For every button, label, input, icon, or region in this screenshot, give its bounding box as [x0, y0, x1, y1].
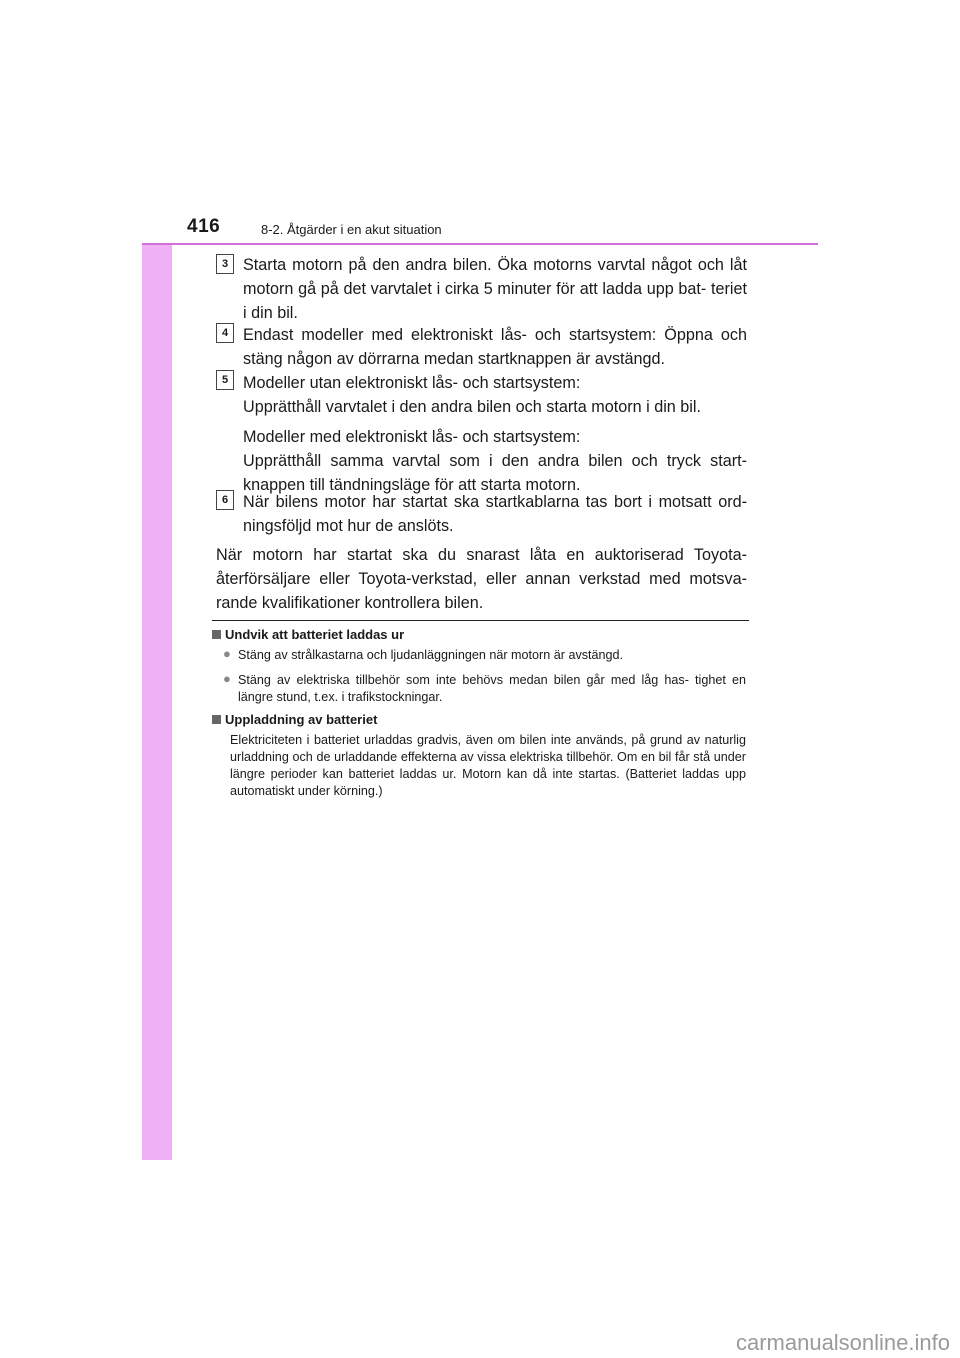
step-5-paragraph-4: Upprätthåll samma varvtal som i den andra bilen och tryck start- knappen till tändningsläge för att starta motorn. — [243, 452, 747, 494]
closing-paragraph: När motorn har startat ska du snarast låta en auktoriserad Toyota- återförsäljare eller Toyota-verkstad, eller annan verkstad med motsva- rande kvalifikationer kontrollera bilen. — [216, 546, 747, 612]
circle-bullet-icon: ● — [223, 646, 231, 661]
page-number: 416 — [187, 216, 221, 237]
note-heading-1-label: Undvik att batteriet laddas ur — [225, 627, 405, 642]
step-5-text — [243, 371, 747, 497]
section-title: 8-2. Åtgärder i en akut situation — [261, 222, 442, 237]
step-3-paragraph: Starta motorn på den andra bilen. Öka motorns varvtal något och låt motorn gå på det varvtalet i cirka 5 minuter för att ladda upp bat- teriet i din bil. — [243, 256, 747, 322]
step-number-6: 6 — [216, 490, 234, 510]
step-4-text — [243, 323, 747, 371]
note-heading-2 — [212, 712, 377, 727]
square-bullet-icon — [212, 715, 221, 724]
step-6-paragraph: När bilens motor har startat ska startkablarna tas bort i motsatt ord- ningsföljd mot hur de anslöts. — [243, 493, 747, 535]
step-3-text — [243, 253, 747, 325]
note-1-bullet-2: Stäng av elektriska tillbehör som inte behövs medan bilen går med låg has- tighet en längre stund, t.ex. i trafikstockningar. — [238, 673, 746, 704]
side-color-band — [142, 196, 172, 1160]
note-heading-1 — [212, 627, 404, 642]
square-bullet-icon — [212, 630, 221, 639]
step-5-paragraph-1: Modeller utan elektroniskt lås- och startsystem: — [243, 374, 581, 392]
step-6-text — [243, 490, 747, 538]
step-4-paragraph: Endast modeller med elektroniskt lås- och startsystem: Öppna och stäng någon av dörrarna medan startknappen är avstängd. — [243, 326, 747, 368]
note-heading-2-label: Uppladdning av batteriet — [225, 712, 378, 727]
header-divider — [142, 243, 818, 245]
step-5-paragraph-3: Modeller med elektroniskt lås- och startsystem: — [243, 428, 581, 446]
step-number-3: 3 — [216, 254, 234, 274]
note-2-paragraph: Elektriciteten i batteriet urladdas gradvis, även om bilen inte används, på grund av naturlig urladdning och de urladdande effekterna av vissa elektriska tillbehör. Om en bil får stå under längre perioder kan batteriet laddas ur. Motorn kan då inte startas. (Batteriet laddas upp automatiskt under körning.) — [230, 733, 746, 798]
note-1-bullet-1: Stäng av strålkastarna och ljudanläggningen när motorn är avstängd. — [238, 648, 624, 662]
step-number-5: 5 — [216, 370, 234, 390]
circle-bullet-icon: ● — [223, 671, 231, 686]
watermark: carmanualsonline.info — [735, 1330, 950, 1355]
step-number-4: 4 — [216, 323, 234, 343]
section-divider — [212, 620, 749, 621]
step-5-paragraph-2: Upprätthåll varvtalet i den andra bilen och starta motorn i din bil. — [243, 398, 701, 416]
header-area — [142, 196, 818, 244]
